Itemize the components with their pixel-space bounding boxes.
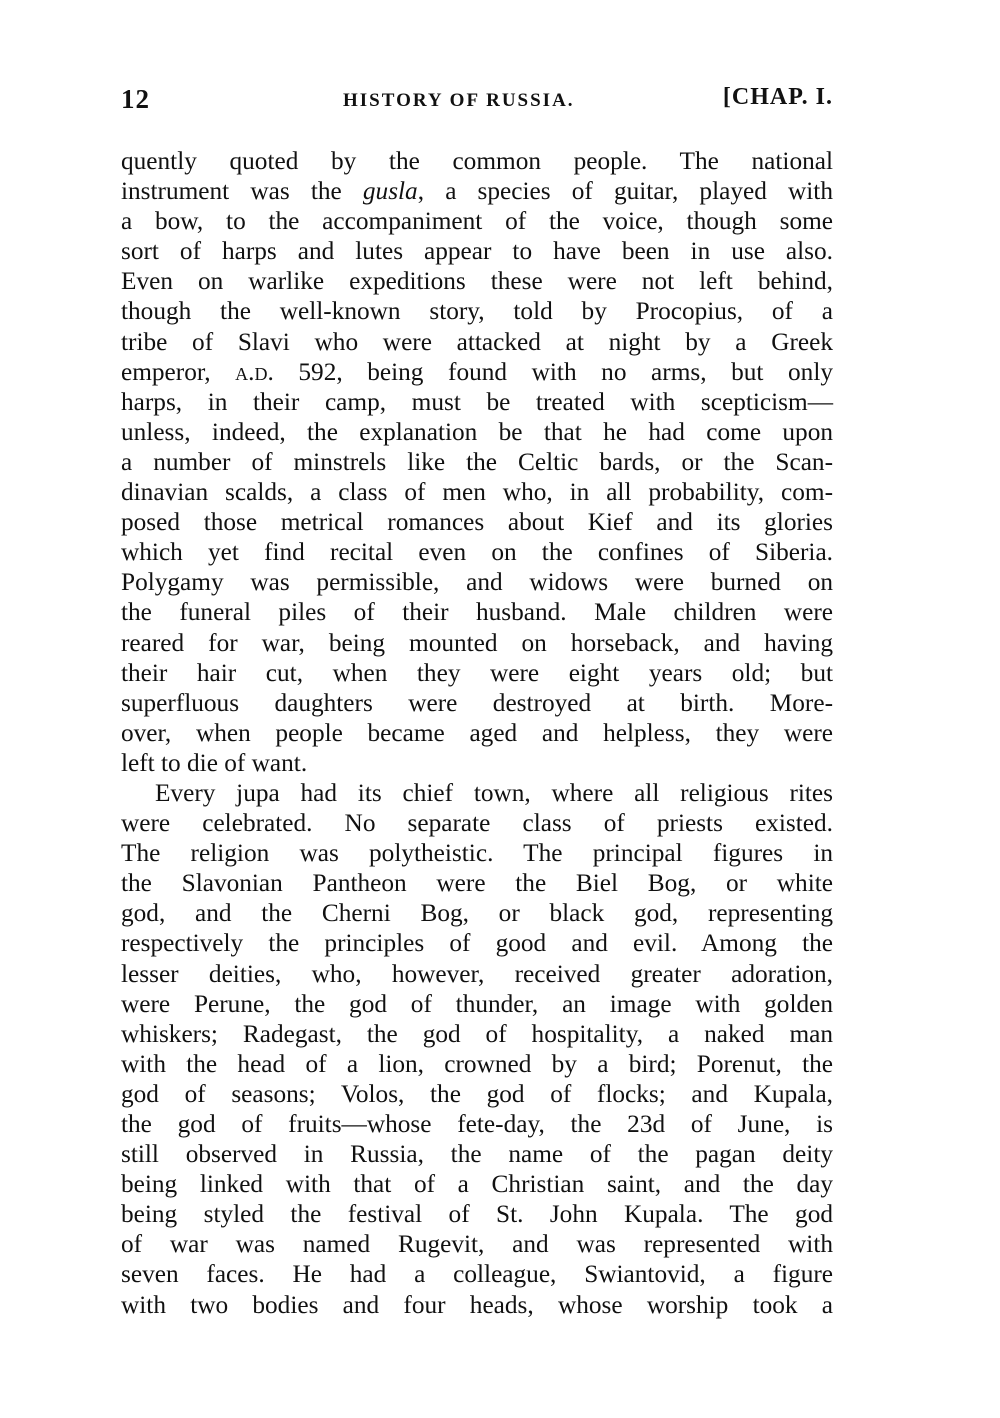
text-line: the funeral piles of their husband. Male children were [121, 598, 833, 627]
text-line: being linked with that of a Christian saint, and the day [121, 1170, 833, 1199]
text-line: Even on warlike expeditions these were not left behind, [121, 267, 833, 296]
running-head [121, 84, 833, 120]
text-line: a bow, to the accompaniment of the voice, though some [121, 207, 833, 236]
body-text [121, 146, 833, 1320]
text-line: left to die of want. [121, 748, 308, 777]
chapter-reference: [CHAP. I. [722, 84, 833, 110]
text-line: the Slavonian Pantheon were the Biel Bog, or white [121, 869, 833, 898]
text-line: superfluous daughters were destroyed at birth. More- [121, 688, 833, 717]
text-line: over, when people became aged and helpless, they were [121, 718, 833, 747]
text-line: The religion was polytheistic. The principal figures in [121, 839, 833, 868]
text-line: respectively the principles of good and evil. Among the [121, 929, 833, 958]
text-line: of war was named Rugevit, and was represented with [121, 1230, 833, 1259]
text-line: a number of minstrels like the Celtic bards, or the Scan- [121, 447, 833, 476]
text-line: Polygamy was permissible, and widows were burned on [121, 568, 833, 597]
text-line: sort of harps and lutes appear to have been in use also. [121, 237, 833, 266]
text-line: with two bodies and four heads, whose worship took a [121, 1290, 833, 1319]
text-line: their hair cut, when they were eight years old; but [121, 658, 833, 687]
text-line: tribe of Slavi who were attacked at night by a Greek [121, 327, 833, 356]
text-line: being styled the festival of St. John Kupala. The god [121, 1200, 833, 1229]
text-line: which yet find recital even on the confines of Siberia. [121, 538, 833, 567]
text-line: though the well-known story, told by Procopius, of a [121, 297, 833, 326]
text-line: emperor, a.d. 592, being found with no arms, but only [121, 357, 833, 386]
text-line: god, and the Cherni Bog, or black god, representing [121, 899, 833, 928]
text-line: quently quoted by the common people. The national [121, 147, 833, 175]
paragraph [121, 146, 833, 778]
text-line: with the head of a lion, crowned by a bird; Porenut, the [121, 1049, 833, 1078]
text-line: posed those metrical romances about Kief and its glories [121, 508, 833, 537]
text-line: still observed in Russia, the name of the pagan deity [121, 1140, 833, 1169]
page-number: 12 [121, 84, 150, 114]
text-line: unless, indeed, the explanation be that he had come upon [121, 417, 833, 446]
text-line: Every jupa had its chief town, where all religious rites [155, 778, 833, 807]
text-line: were celebrated. No separate class of priests existed. [121, 809, 833, 838]
text-line: dinavian scalds, a class of men who, in all probability, com- [121, 478, 833, 507]
text-line: seven faces. He had a colleague, Swiantovid, a figure [121, 1260, 833, 1289]
text-line: whiskers; Radegast, the god of hospitality, a naked man [121, 1019, 833, 1048]
text-line: reared for war, being mounted on horseback, and having [121, 628, 833, 657]
text-line: were Perune, the god of thunder, an image with golden [121, 989, 833, 1018]
text-line: harps, in their camp, must be treated with scepticism— [121, 387, 833, 416]
text-line: god of seasons; Volos, the god of flocks; and Kupala, [121, 1079, 833, 1108]
text-line: the god of fruits—whose fete-day, the 23d of June, is [121, 1110, 833, 1138]
book-title: HISTORY OF RUSSIA. [343, 90, 575, 111]
paragraph [121, 778, 833, 1320]
text-line: lesser deities, who, however, received greater adoration, [121, 959, 833, 988]
text-line: instrument was the gusla, a species of guitar, played with [121, 177, 833, 206]
